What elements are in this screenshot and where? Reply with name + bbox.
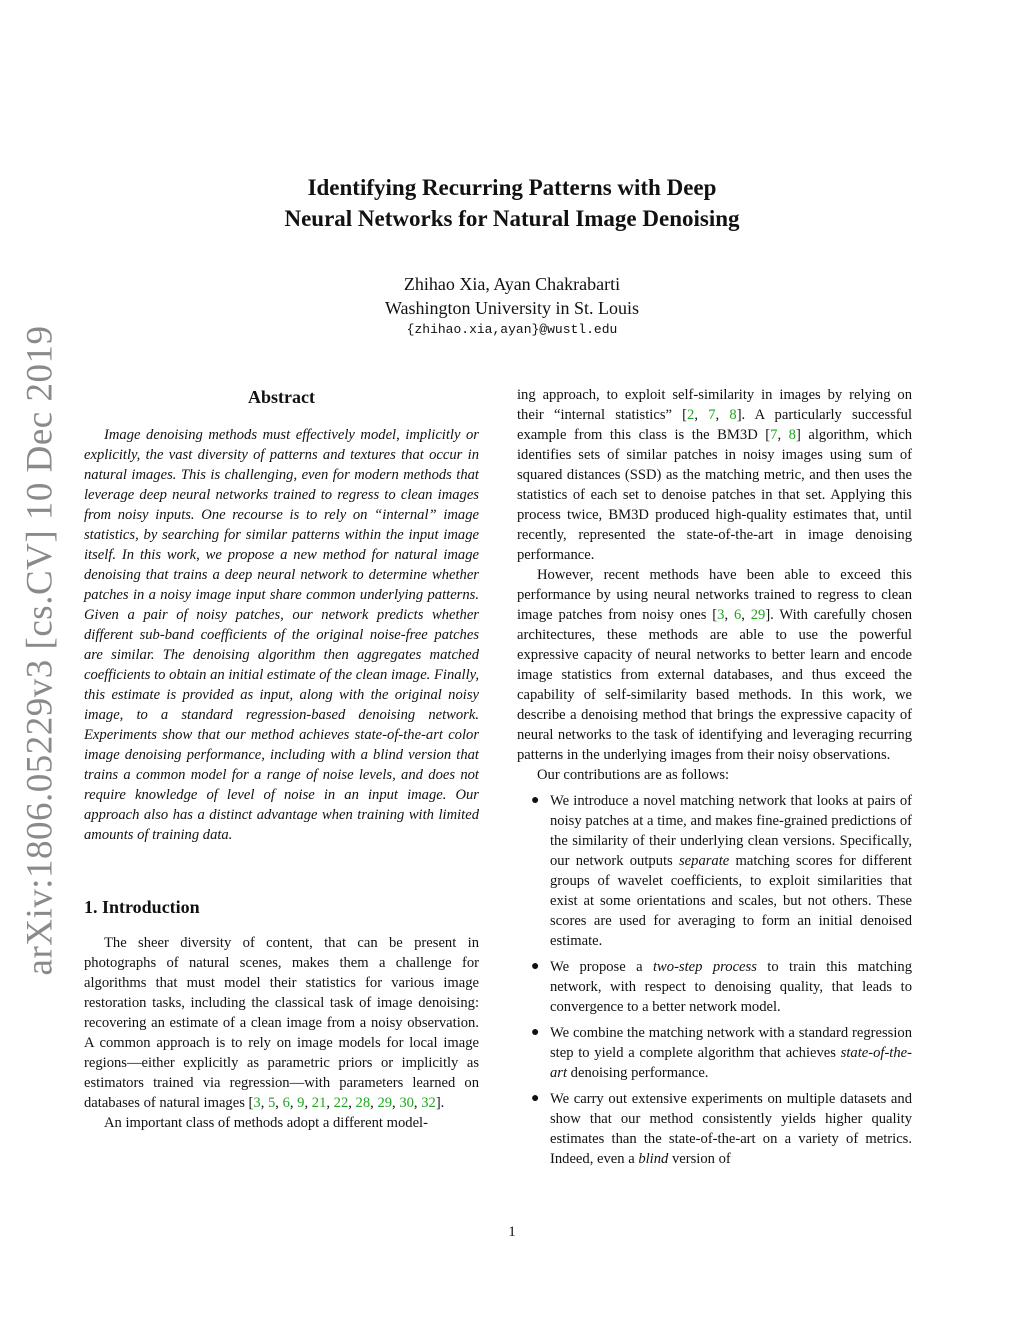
author-block xyxy=(0,272,1024,320)
authors: Zhihao Xia, Ayan Chakrabarti xyxy=(403,274,621,294)
right-paragraph-2: However, recent methods have been able to exceed this performance by using neural networks trained to regress to clean image patches from noisy ones [3, 6, 29]. With carefully chosen architectures, these methods are able to use the powerful expressive capacity of neural networks to better learn and encode image statistics from external databases, and thus exceed the capability of self-similarity based methods. In this work, we describe a denoising method that brings the expressive capacity of neural networks to the task of identifying and leveraging recurring patterns in the underlying images from their noisy observations. xyxy=(517,567,913,763)
title-line-2: Neural Networks for Natural Image Denoising xyxy=(284,206,740,231)
right-column xyxy=(517,385,912,1175)
arxiv-stamp xyxy=(19,325,61,975)
text-run: We introduce a novel matching network that looks at pairs of noisy patches at a time, and makes fine-grained predictions of the similarity of their underlying clean versions. Specifically, our network outputs xyxy=(550,793,912,869)
title-line-1: Identifying Recurring Patterns with Deep xyxy=(307,175,717,200)
page-number: 1 xyxy=(508,1224,516,1240)
text-run: to train this matching network, with respect to denoising quality, that leads to convergence to a better network model. xyxy=(550,959,912,1015)
bullet-icon: ● xyxy=(531,1025,540,1040)
abstract-heading: Abstract xyxy=(248,387,315,407)
emphasis: state-of-the-art xyxy=(550,1045,912,1081)
list-item xyxy=(517,1089,912,1169)
text-run: denoising performance. xyxy=(567,1065,709,1081)
citation[interactable]: 7 xyxy=(770,427,778,443)
intro-paragraph-1: The sheer diversity of content, that can be present in photographs of natural scenes, makes them a challenge for algorithms that must model their statistics for various image restoration tasks, including the classical task of image denoising: recovering an estimate of a clean image from a noisy observation. A common approach is to rely on image models for local image regions—either explicitly as parametric priors or implicitly as estimators trained via regression—with parameters learned on databases of natural images [3, 5, 6, 9, 21, 22, 28, 29, 30, 32]. xyxy=(84,935,479,1111)
contributions-list xyxy=(517,791,912,1169)
text-run: We combine the matching network with a standard regression step to yield a complete algorithm that achieves xyxy=(550,1025,912,1061)
abstract-text: Image denoising methods must effectively model, implicitly or explicitly, the vast diversity of patterns and textures that occur in natural images. This is challenging, even for modern methods that leverage deep neural networks trained to regress to clean images from noisy inputs. One recourse is to rely on “internal” image statistics, by searching for similar patterns within the input image itself. In this work, we propose a new method for natural image denoising that trains a deep neural network to determine whether patches in a noisy image input share common underlying patterns. Given a pair of noisy patches, our network predicts whether different sub-band coefficients of the original noise-free patches are similar. The denoising algorithm then aggregates matched coefficients to obtain an initial estimate of the clean image. Finally, this estimate is provided as input, along with the original noisy image, to a standard regression-based denoising network. Experiments show that our method achieves state-of-the-art color image denoising performance, including with a blind version that trains a common model for a range of noise levels, and does not require knowledge of level of noise in an input image. Our approach also has a distinct advantage when training with limited amounts of training data. xyxy=(84,427,479,843)
citation[interactable]: 9 xyxy=(297,1095,305,1111)
text-run: version of xyxy=(668,1151,731,1167)
left-column xyxy=(84,385,479,1133)
citation[interactable]: 32 xyxy=(421,1095,436,1111)
text-run: ]. With carefully chosen architectures, these methods are able to use the powerful expressive capacity of neural networks to better learn and encode image statistics from external databases, and thus exceed the capability of self-similarity based methods. In this work, we describe a denoising method that brings the expressive capacity of neural networks to the task of identifying and leveraging recurring patterns in the underlying images from their noisy observations. xyxy=(517,607,913,763)
intro-heading: 1. Introduction xyxy=(84,897,200,917)
arxiv-identifier: arXiv:1806.05229v3 [cs.CV] 10 Dec 2019 xyxy=(19,325,61,975)
citation[interactable]: 29 xyxy=(377,1095,393,1111)
text-run: ] algorithm, which identifies sets of similar patches in noisy images using sum of squared distances (SSD) as the matching metric, and then uses the statistics of each set to denoise patches in that set. Applying this process twice, BM3D produced high-quality estimates that, until recently, represented the state-of-the-art in image denoising performance. xyxy=(517,427,913,563)
citation[interactable]: 3 xyxy=(717,607,725,623)
citation[interactable]: 29 xyxy=(750,607,766,623)
bullet-icon: ● xyxy=(531,1091,540,1106)
author-email: {zhihao.xia,ayan}@wustl.edu xyxy=(406,322,618,337)
emphasis: blind xyxy=(638,1151,669,1167)
citation[interactable]: 21 xyxy=(311,1095,327,1111)
citation[interactable]: 6 xyxy=(733,607,742,623)
right-paragraph-1: ing approach, to exploit self-similarity in images by relying on their “internal statistics” [2, 7, 8]. A particularly successful example from this class is the BM3D [7, 8] algorithm, which identifies sets of similar patches in noisy images using sum of squared distances (SSD) as the matching metric, and then uses the statistics of each set to denoise patches in that set. Applying this process twice, BM3D produced high-quality estimates that, until recently, represented the state-of-the-art in image denoising performance. xyxy=(517,387,913,563)
intro-p1-end: ]. xyxy=(435,1095,445,1111)
citation[interactable]: 3 xyxy=(253,1095,261,1111)
citation[interactable]: 8 xyxy=(729,407,737,423)
right-paragraph-3: Our contributions are as follows: xyxy=(537,767,730,783)
citation[interactable]: 8 xyxy=(788,427,796,443)
citation[interactable]: 6 xyxy=(282,1095,290,1111)
citation[interactable]: 5 xyxy=(267,1095,276,1111)
list-item xyxy=(517,1023,912,1083)
paper-title xyxy=(0,172,1024,234)
text-run: We carry out extensive experiments on multiple datasets and show that our method consistently yields higher quality estimates than the state-of-the-art on a variety of metrics. Indeed, even a xyxy=(550,1091,912,1167)
text-run: matching scores for different groups of wavelet coefficients, to exploit similarities that exist at some orientations and scales, but not others. These scores are used for averaging to form an initial denoised estimate. xyxy=(550,853,912,949)
bullet-icon: ● xyxy=(531,959,540,974)
intro-p1-text: The sheer diversity of content, that can be present in photographs of natural scenes, makes them a challenge for algorithms that must model their statistics for various image restoration tasks, including the classical task of image denoising: recovering an estimate of a clean image from a noisy observation. A common approach is to rely on image models for local image regions—either explicitly as parametric priors or implicitly as estimators trained via regression—with parameters learned on databases of natural images [ xyxy=(84,935,479,1111)
text-run: We propose a xyxy=(550,959,653,975)
citation[interactable]: 2 xyxy=(687,407,695,423)
citation[interactable]: 22 xyxy=(333,1095,349,1111)
emphasis: separate xyxy=(678,853,730,869)
citation[interactable]: 28 xyxy=(355,1095,371,1111)
list-item xyxy=(517,957,912,1017)
citation[interactable]: 30 xyxy=(399,1095,414,1111)
emphasis: two-step process xyxy=(652,959,757,975)
text-run: However, recent methods have been able to exceed this performance by using neural networks trained to regress to clean image patches from noisy ones [ xyxy=(517,567,912,623)
list-item xyxy=(517,791,912,951)
text-run: ]. A particularly successful example from this class is the BM3D [ xyxy=(517,407,913,443)
bullet-icon: ● xyxy=(531,793,540,808)
intro-paragraph-2: An important class of methods adopt a different model- xyxy=(104,1115,428,1131)
text-run: ing approach, to exploit self-similarity in images by relying on their “internal statistics” [ xyxy=(517,387,912,423)
citation[interactable]: 7 xyxy=(708,407,716,423)
affiliation: Washington University in St. Louis xyxy=(384,298,640,318)
